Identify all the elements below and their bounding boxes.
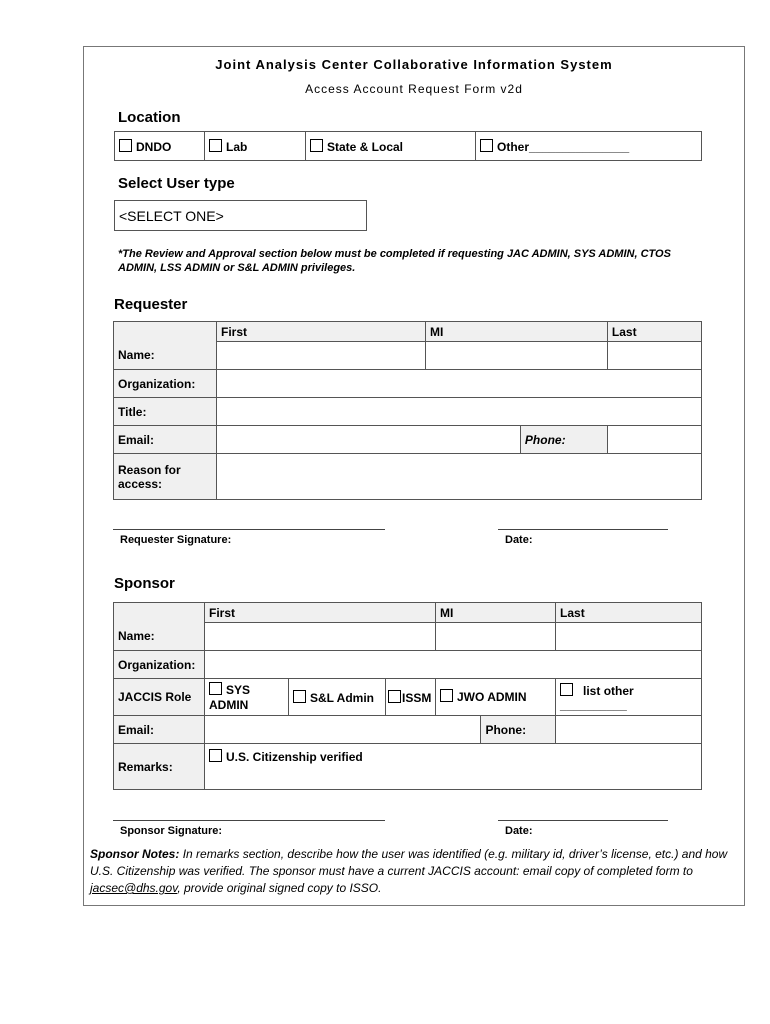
sponsor-phone-input[interactable]: [556, 716, 702, 744]
requester-org-label: Organization:: [114, 370, 217, 398]
requester-signature-line[interactable]: [113, 529, 385, 530]
requester-name-label-cell: [114, 322, 217, 370]
sponsor-first-input[interactable]: [205, 623, 436, 651]
role-jwo-admin[interactable]: [436, 679, 556, 716]
requester-title-input[interactable]: [217, 398, 702, 426]
citizenship-label: U.S. Citizenship verified: [226, 750, 363, 764]
requester-date-line[interactable]: [498, 529, 668, 530]
user-type-select[interactable]: <SELECT ONE>: [114, 200, 367, 231]
citizenship-checkbox[interactable]: [209, 749, 222, 762]
state-local-checkbox[interactable]: [310, 139, 323, 152]
jacsec-email-link[interactable]: jacsec@dhs.gov: [90, 881, 178, 895]
sponsor-email-label: Email:: [114, 716, 205, 744]
requester-phone-input[interactable]: [607, 426, 701, 454]
sponsor-last-header: Last: [556, 603, 702, 623]
location-table: [114, 131, 702, 161]
requester-date-label: Date:: [505, 534, 533, 546]
requester-email-input[interactable]: [217, 426, 521, 454]
sponsor-name-label-cell: [114, 603, 205, 651]
sys-admin-label: SYS ADMIN: [209, 682, 251, 712]
sponsor-table: [113, 602, 702, 790]
sponsor-date-label: Date:: [505, 825, 533, 837]
requester-email-label: Email:: [114, 426, 217, 454]
dndo-label: DNDO: [136, 139, 172, 154]
location-option-dndo[interactable]: [115, 132, 205, 161]
sponsor-remarks-label: Remarks:: [114, 744, 205, 790]
list-other-label: list other __________: [560, 683, 634, 712]
state-local-label: State & Local: [327, 139, 404, 154]
sponsor-notes-text: In remarks section, describe how the user was identified (e.g. military id, driver’s license, etc.) and how U.S. Citizenship was verified. The sponsor must have a current JACCIS account: email copy of completed form to: [90, 847, 728, 878]
requester-name-label: Name:: [118, 347, 155, 362]
other-label: Other: [497, 139, 530, 154]
sponsor-heading: Sponsor: [114, 575, 175, 592]
requester-first-input[interactable]: [217, 342, 426, 370]
requester-last-header: Last: [607, 322, 701, 342]
lab-checkbox[interactable]: [209, 139, 222, 152]
role-sys-admin[interactable]: [205, 679, 289, 716]
sponsor-mi-header: MI: [436, 603, 556, 623]
sponsor-last-input[interactable]: [556, 623, 702, 651]
requester-first-header: First: [217, 322, 426, 342]
other-blank-line[interactable]: _______________: [529, 139, 630, 154]
sponsor-org-input[interactable]: [205, 651, 702, 679]
jwo-admin-checkbox[interactable]: [440, 689, 453, 702]
sponsor-role-label: JACCIS Role: [114, 679, 205, 716]
requester-table: [113, 321, 702, 500]
sponsor-signature-line[interactable]: [113, 820, 385, 821]
form-title: Joint Analysis Center Collaborative Information System: [215, 57, 613, 72]
sponsor-phone-label: Phone:: [481, 716, 556, 744]
jwo-admin-label: JWO ADMIN: [457, 690, 527, 704]
dndo-checkbox[interactable]: [119, 139, 132, 152]
location-option-state-local[interactable]: [306, 132, 476, 161]
sponsor-name-label: Name:: [118, 628, 155, 643]
sponsor-org-label: Organization:: [114, 651, 205, 679]
requester-heading: Requester: [114, 296, 188, 313]
issm-label: ISSM: [402, 690, 432, 705]
sponsor-first-header: First: [205, 603, 436, 623]
location-option-other[interactable]: [476, 132, 702, 161]
requester-phone-label: Phone:: [520, 426, 607, 454]
user-type-heading: Select User type: [118, 175, 235, 192]
requester-signature-label: Requester Signature:: [120, 534, 232, 546]
review-approval-note: *The Review and Approval section below must be completed if requesting JAC ADMIN, SYS ADMIN, CTOS ADMIN, LSS ADMIN or S&L ADMIN privileges.: [118, 248, 671, 274]
sl-admin-checkbox[interactable]: [293, 690, 306, 703]
sponsor-signature-label: Sponsor Signature:: [120, 825, 223, 837]
location-heading: Location: [118, 109, 181, 126]
requester-reason-label: Reason for access:: [114, 454, 217, 500]
sponsor-mi-input[interactable]: [436, 623, 556, 651]
location-option-lab[interactable]: [205, 132, 306, 161]
role-list-other[interactable]: [556, 679, 702, 716]
sponsor-notes-text-end: , provide original signed copy to ISSO.: [177, 881, 382, 895]
sponsor-notes-label: Sponsor Notes:: [90, 847, 180, 861]
list-other-checkbox[interactable]: [560, 683, 573, 696]
requester-reason-input[interactable]: [217, 454, 702, 500]
requester-last-input[interactable]: [607, 342, 701, 370]
form-subtitle: Access Account Request Form v2d: [305, 82, 523, 96]
requester-mi-header: MI: [426, 322, 608, 342]
sponsor-notes: [90, 846, 740, 897]
requester-title-label: Title:: [114, 398, 217, 426]
sponsor-date-line[interactable]: [498, 820, 668, 821]
sponsor-remarks-input[interactable]: [205, 744, 702, 790]
issm-checkbox[interactable]: [388, 690, 401, 703]
other-checkbox[interactable]: [480, 139, 493, 152]
role-sl-admin[interactable]: [289, 679, 386, 716]
requester-mi-input[interactable]: [426, 342, 608, 370]
role-issm[interactable]: [386, 679, 436, 716]
sys-admin-checkbox[interactable]: [209, 682, 222, 695]
sl-admin-label: S&L Admin: [310, 690, 375, 705]
lab-label: Lab: [226, 139, 248, 154]
sponsor-email-input[interactable]: [205, 716, 481, 744]
requester-org-input[interactable]: [217, 370, 702, 398]
